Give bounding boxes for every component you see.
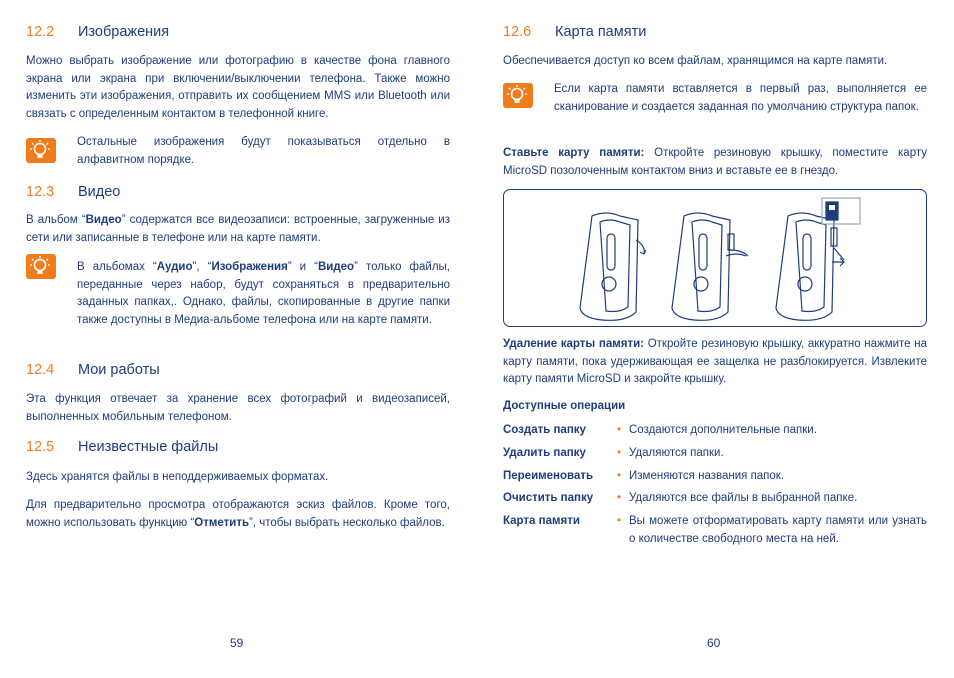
section-heading-12-6 [503,24,646,40]
lightbulb-tip-icon [503,83,533,108]
section-number: 12.4 [26,362,55,378]
page-number: 60 [707,636,721,650]
paragraph: Эта функция отвечает за хранение всех фотографий и видеозаписей, выполненных мобильным телефоном. [26,393,450,423]
tip-note: Остальные изображения будут показываться отдельно в алфавитном порядке. [77,136,450,166]
section-number: 12.3 [26,184,55,200]
operation-description: Удаляются папки. [629,447,724,459]
section-heading-12-3 [26,184,120,200]
available-operations-title: Доступные операции [503,400,626,412]
operation-name: Создать папку [503,424,586,436]
phone-3-image [776,213,844,320]
bullet: • [617,515,622,527]
insert-card-instruction: Ставьте карту памяти: Откройте резиновую крышку, поместите карту MicroSD позолоченным контактом вниз и вставьте ее в гнездо. [503,147,927,177]
operation-name: Переименовать [503,470,594,482]
section-title: Видео [78,184,121,200]
section-title: Изображения [78,24,170,40]
operation-description: Создаются дополнительные папки. [629,424,817,436]
page-number: 59 [230,636,244,650]
bullet: • [617,470,622,482]
section-number: 12.2 [26,24,55,40]
memory-card-inset-image [822,198,860,224]
section-title: Неизвестные файлы [78,439,219,455]
section-title: Мои работы [78,362,160,378]
paragraph: Здесь хранятся файлы в неподдерживаемых форматах. [26,471,329,483]
section-heading-12-4 [26,362,160,378]
paragraph: В альбом “Видео” содержатся все видеозаписи: встроенные, загруженные из сети или записанные в телефоне или на карте памяти. [26,214,450,244]
remove-card-instruction: Удаление карты памяти: Откройте резиновую крышку, аккуратно нажмите на карту памяти, пока удерживающая ее защелка не разблокируется. Извлеките карту памяти MicroSD и закройте крышку. [503,338,928,385]
phone-2-image [672,213,748,320]
bullet: • [617,424,622,436]
paragraph: Можно выбрать изображение или фотографию в качестве фона главного экрана или экрана при включении/выключении телефона. Также можно изменить эти изображения, отправить их сообщением MMS или Bluetooth или связать с определенным контактом в телефонной книге. [26,55,450,120]
tip-note: Если карта памяти вставляется в первый раз, выполняется ее сканирование и создается заданная по умолчанию структура папок. [554,83,927,113]
phone-1-image [580,213,646,320]
memory-card-illustration [503,189,927,327]
bullet: • [617,447,622,459]
section-title: Карта памяти [555,24,647,40]
section-number: 12.6 [503,24,532,40]
section-number: 12.5 [26,439,55,455]
operation-description: Изменяются названия папок. [629,470,785,482]
paragraph: Для предварительно просмотра отображаются эскиз файлов. Кроме того, можно использовать функцию “Отметить”, чтобы выбрать несколько файлов. [26,499,450,529]
bullet: • [617,492,622,504]
section-heading-12-2 [26,24,169,40]
operation-description: Вы можете отформатировать карту памяти или узнать о количестве свободного места на ней. [629,515,927,545]
lightbulb-tip-icon [26,138,56,163]
operation-name: Карта памяти [503,515,580,527]
operation-name: Удалить папку [503,447,586,459]
section-heading-12-5 [26,439,218,455]
paragraph: Обеспечивается доступ ко всем файлам, хранящимся на карте памяти. [503,55,888,67]
lightbulb-tip-icon [26,254,56,279]
tip-note: В альбомах “Аудио”, “Изображения” и “Видео” только файлы, переданные через набор, будут сохраняться в предварительно заданных папках,. Однако, файлы, скопированные в другие папки также доступны в Медиа-альбоме телефона или на карте памяти. [77,261,450,326]
operation-description: Удаляются все файлы в выбранной папке. [629,492,858,504]
operation-name: Очистить папку [503,492,594,504]
